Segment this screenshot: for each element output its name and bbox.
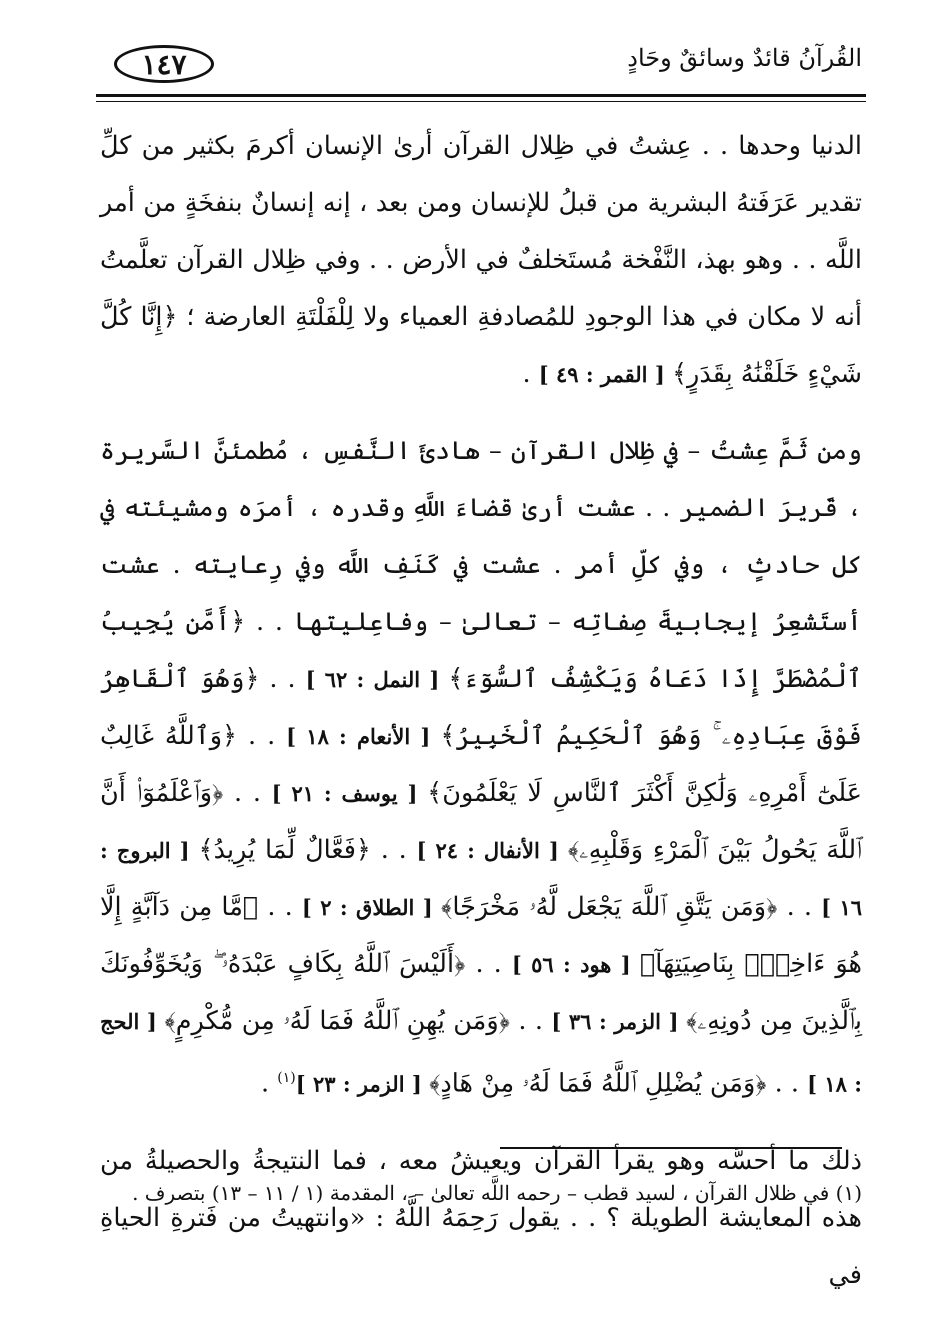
text-segment: . . (777, 892, 822, 922)
text-segment: ﴿أَمَّن يُجِيبُ ٱلْمُضْطَرَّ إِذَا دَعَاهُ وَيَكْشِفُ ٱلسُّوٓءَ﴾ (100, 607, 862, 694)
header-rule-thick (96, 94, 866, 97)
text-segment: ﴿إِنَّا كُلَّ شَيْءٍ خَلَقْنَٰهُ بِقَدَرٍ﴾ (100, 302, 862, 389)
text-segment: . . (259, 664, 306, 694)
paragraph (100, 423, 862, 1113)
verse-reference: [ الأنعام : ١٨ ] (286, 724, 441, 749)
verse-reference: [ يوسف : ٢١ ] (271, 781, 428, 806)
text-segment: ﴿وَهُوَ ٱلْقَاهِرُ فَوْقَ عِبَادِهِۦ ۚ وَهُوَ ٱلْحَكِيمُ ٱلْخَبِيرُ﴾ (100, 664, 863, 751)
footnote-marker: (١) (277, 1070, 296, 1086)
text-segment: . (261, 1068, 278, 1099)
text-segment: . . (258, 892, 302, 922)
text-segment: ﴿مَّا مِن دَآبَّةٍ إِلَّا هُوَ ءَاخِذٌۢ بِنَاصِيَتِهَآ﴾ (100, 892, 862, 979)
text-segment: ﴿وَٱللَّهُ غَالِبٌ عَلَىٰٓ أَمْرِهِۦ وَلَٰكِنَّ أَكْثَرَ ٱلنَّاسِ لَا يَعْلَمُونَ﴾ (100, 721, 863, 808)
running-title: القُرآنُ قائدٌ وسائقٌ وحَادٍ (627, 44, 862, 72)
text-segment: ﴿أَلَيْسَ ٱللَّهُ بِكَافٍ عَبْدَهُۥ ۖ وَيُخَوِّفُونَكَ بِٱلَّذِينَ مِن دُونِهِۦ﴾ (100, 949, 862, 1036)
text-segment: ذلك ما أحسَّه وهو يقرأ القرآن ويعيشُ معه ، فما النتيجةُ والحصيلةُ من هذه المعايشة الطويلة ؟ . . يقول رَحِمَهُ اللَّهُ : «وانتهيتُ من فَترةِ الحياةِ في (100, 1145, 862, 1290)
verse-reference: [ الزمر : ٢٣ ] (295, 1071, 430, 1097)
verse-reference: [ الطلاق : ٢ ] (301, 895, 442, 920)
page-number: ١٤٧ (114, 45, 214, 83)
verse-reference: [ الحج : ١٨ ] (100, 1009, 862, 1097)
text-segment: . . (370, 835, 417, 865)
text-segment: . . (223, 778, 272, 808)
text-segment: ﴿وَمَن يُضْلِلِ ٱللَّهُ فَمَا لَهُۥ مِنْ هَادٍ﴾ (429, 1068, 767, 1099)
verse-reference: [ هود : ٥٦ ] (511, 952, 640, 977)
paragraph (100, 1133, 862, 1304)
text-segment: ومن ثَمَّ عِشتُ – في ظِلال القرآن – هادئَ النَّفسِ ، مُطمئنَّ السَّريرة ، قَريرَ الضمير . . عشت أرىٰ قضاءَ اللَّهِ وقدره ، أمرَه ومشيئته في كل حادثٍ ، وفي كلِّ أمر . عشت في كَنَفِ اللَّه وفي رِعايته . عشت أستَشعِرُ إيجابيةَ صِفاتِه – تعالىٰ – وفاعِليتها . . (100, 436, 862, 637)
text-segment: ﴿وَمَن يَتَّقِ ٱللَّهَ يَجْعَل لَّهُۥ مَخْرَجًا﴾ (441, 892, 778, 922)
text-segment: ﴿وَمَن يُهِنِ ٱللَّهُ فَمَا لَهُۥ مِن مُّكْرِمٍ﴾ (164, 1006, 510, 1036)
text-segment: ﴿وَٱعْلَمُوٓا۟ أَنَّ ٱللَّهَ يَحُولُ بَيْنَ ٱلْمَرْءِ وَقَلْبِهِۦ﴾ (100, 778, 862, 865)
text-segment: . (522, 359, 539, 389)
text-segment: . . (236, 721, 287, 751)
footnote-divider (500, 1147, 842, 1149)
text-segment: . . (766, 1068, 808, 1099)
text-segment: . . (465, 949, 512, 979)
body-text (100, 118, 862, 1304)
verse-reference: [ الزمر : ٣٦ ] (551, 1009, 687, 1034)
page-header (96, 40, 866, 100)
header-rule-thin (96, 101, 866, 102)
text-segment: الدنيا وحدها . . عِشتُ في ظِلال القرآن أرىٰ الإنسان أكرمَ بكثير من كلِّ تقدير عَرَفَتهُ البشرية من قبلُ للإنسان ومن بعد ، إنه إنسانٌ بنفخَةٍ من أمر اللَّه . . وهو بهذ، النَّفْخة مُستَخلفٌ في الأرض . . وفي ظِلال القرآن تعلَّمتُ أنه لا مكان في هذا الوجودِ للمُصادفةِ العمياء ولا لِلْفَلْتَةِ العارضة ؛ (100, 131, 863, 332)
paragraph (100, 118, 862, 403)
text-segment: ﴿فَعَّالٌ لِّمَا يُرِيدُ﴾ (198, 835, 371, 865)
verse-reference: [ القمر : ٤٩ ] (538, 362, 673, 387)
verse-reference: [ النمل : ٦٢ ] (305, 667, 449, 692)
verse-reference: [ الأنفال : ٢٤ ] (416, 838, 568, 863)
verse-reference: [ البروج : ١٦ ] (100, 838, 863, 920)
text-segment: . . (509, 1006, 552, 1036)
footnote: (١) في ظلال القرآن ، لسيد قطب – رحمه اللَّه تعالىٰ – ، المقدمة (١ / ١١ – ١٣) بتصرف . (132, 1181, 862, 1205)
